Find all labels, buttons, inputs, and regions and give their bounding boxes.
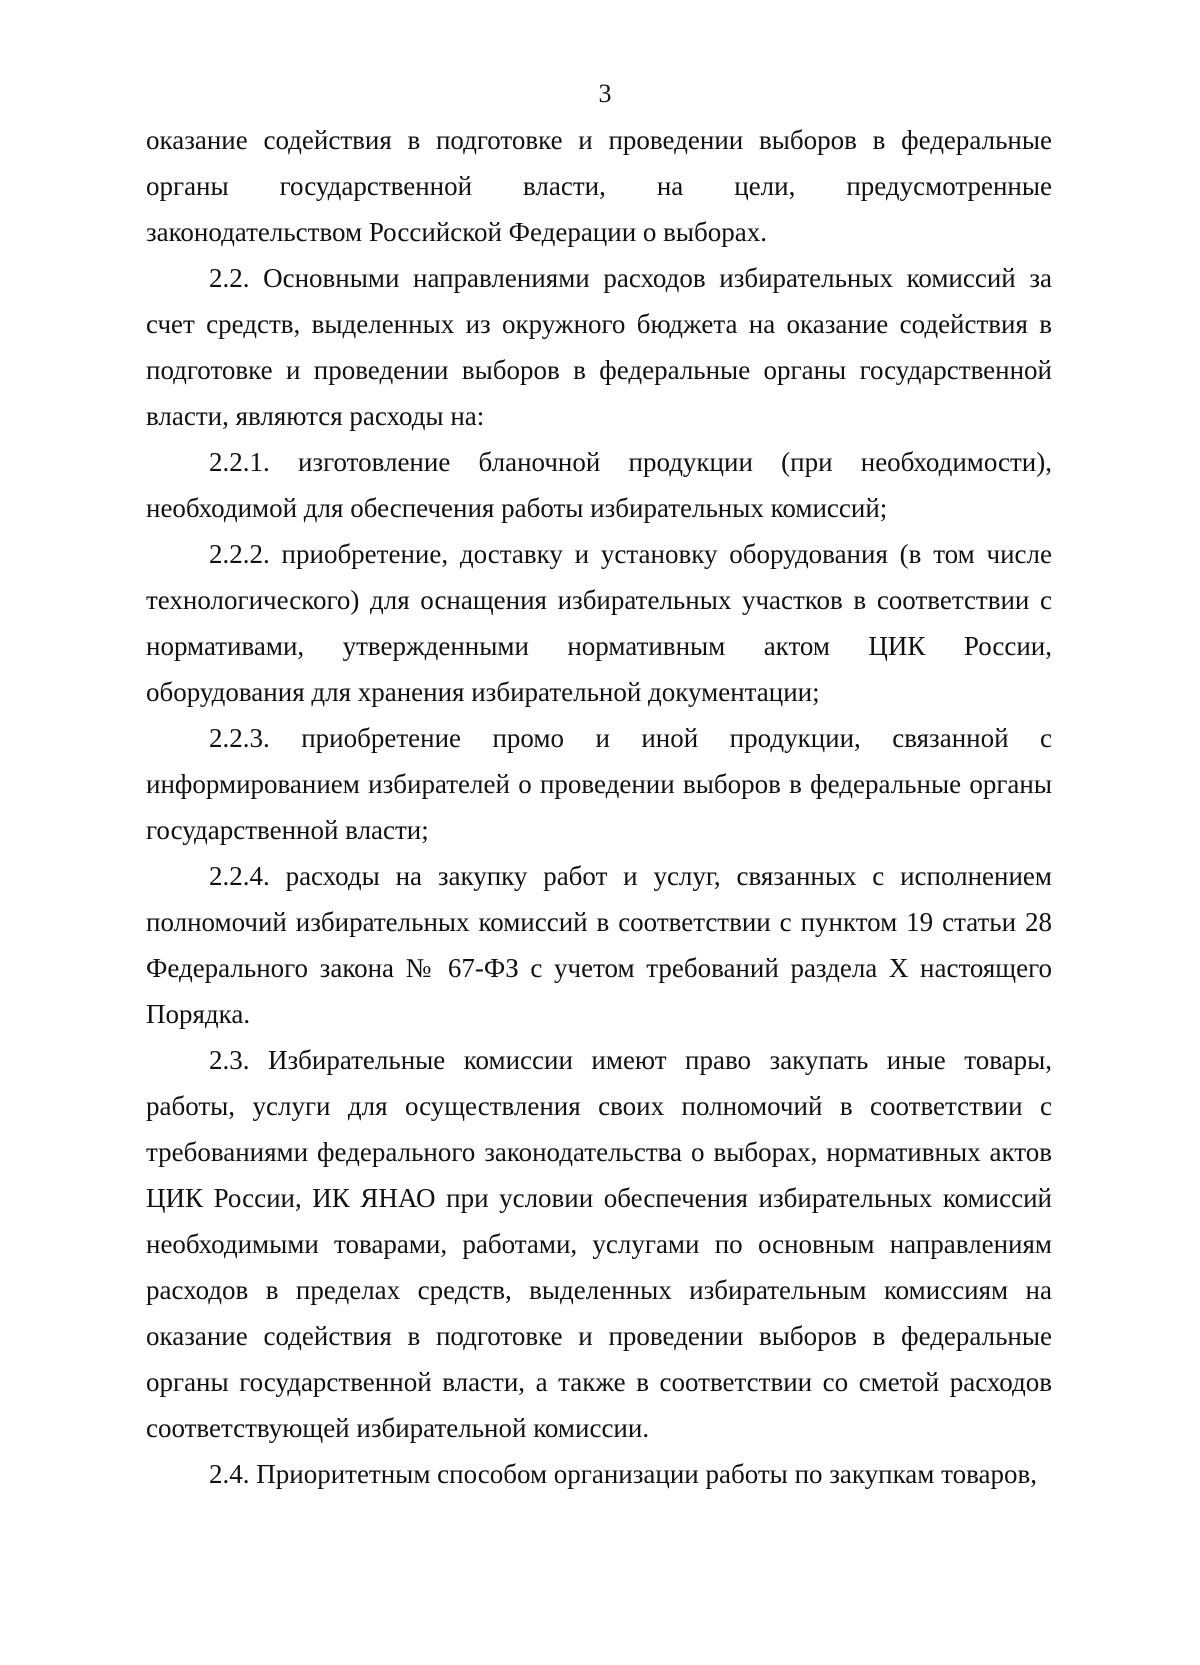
paragraph-2-3: 2.3. Избирательные комиссии имеют право закупать иные товары, работы, услуги для осуществления своих полномочий в соответствии с требованиями федерального законодательства о выборах, нормативных актов ЦИК России, ИК ЯНАО при условии обеспечения избирательных комиссий необходимыми товарами, работами, услугами по основным направлениям расходов в пределах средств, выделенных избирательным комиссиям на оказание содействия в подготовке и проведении выборов в федеральные органы государственной власти, а также в соответствии со сметой расходов соответствующей избирательной комиссии.: [146, 1045, 1052, 1443]
paragraph-2-2-1: 2.2.1. изготовление бланочной продукции (при необходимости), необходимой для обеспечения работы избирательных комиссий;: [146, 447, 1052, 523]
paragraph-2-4: 2.4. Приоритетным способом организации работы по закупкам товаров,: [209, 1459, 1037, 1489]
paragraph-continuation: оказание содействия в подготовке и проведении выборов в федеральные органы государственной власти, на цели, предусмотренные законодательством Российской Федерации о выборах.: [146, 125, 1052, 247]
paragraph-2-2: 2.2. Основными направлениями расходов избирательных комиссий за счет средств, выделенных из окружного бюджета на оказание содействия в подготовке и проведении выборов в федеральные органы государственной власти, являются расходы на:: [146, 263, 1052, 431]
paragraph-2-2-3: 2.2.3. приобретение промо и иной продукции, связанной с информированием избирателей о проведении выборов в федеральные органы государственной власти;: [146, 723, 1052, 845]
document-body: [146, 117, 1052, 1497]
page-number: 3: [598, 79, 612, 108]
paragraph-2-2-4: 2.2.4. расходы на закупку работ и услуг, связанных с исполнением полномочий избирательных комиссий в соответствии с пунктом 19 статьи 28 Федерального закона № 67-ФЗ с учетом требований раздела X настоящего Порядка.: [146, 861, 1052, 1029]
paragraph-2-2-2: 2.2.2. приобретение, доставку и установку оборудования (в том числе технологического) для оснащения избирательных участков в соответствии с нормативами, утвержденными нормативным актом ЦИК России, оборудования для хранения избирательной документации;: [146, 539, 1052, 707]
